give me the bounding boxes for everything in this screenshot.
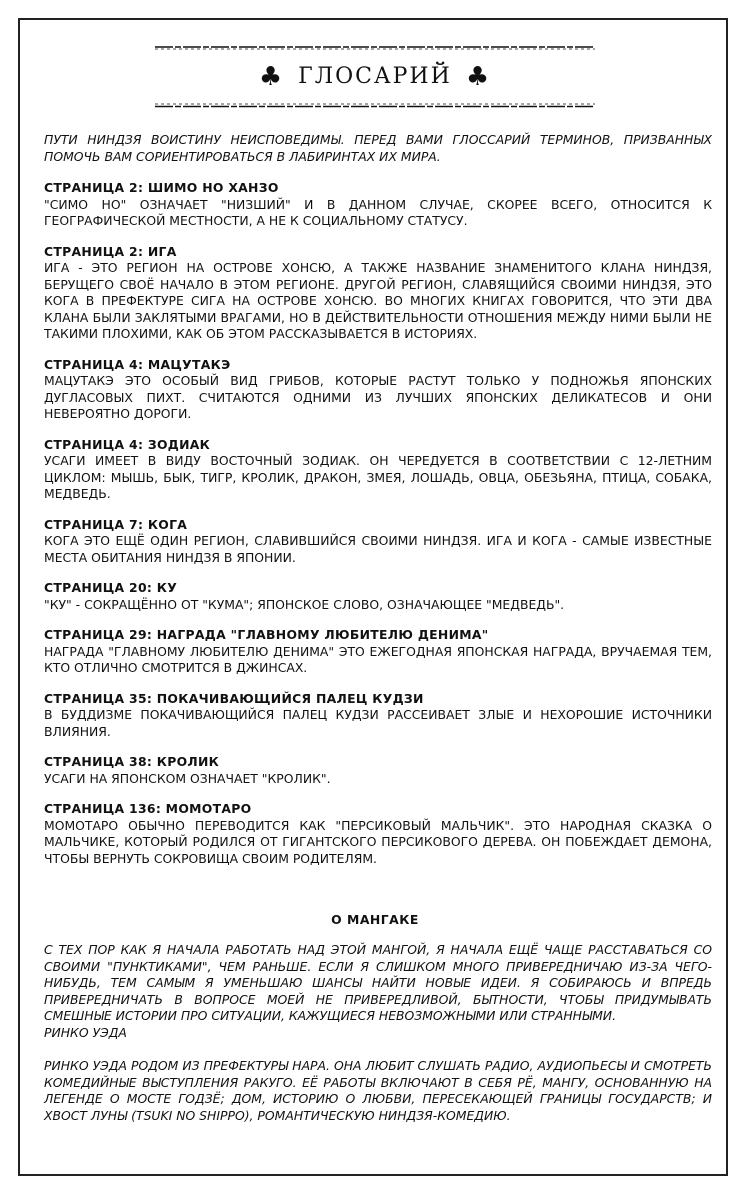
entry-text: "КУ" - СОКРАЩЁННО ОТ "КУМА"; ЯПОНСКОЕ СЛОВО, ОЗНАЧАЮЩЕЕ "МЕДВЕДЬ". (44, 596, 565, 612)
club-icon: ♣ (465, 62, 492, 92)
glossary-intro: ПУТИ НИНДЗЯ ВОИСТИНУ НЕИСПОВЕДИМЫ. ПЕРЕД ВАМИ ГЛОССАРИЙ ТЕРМИНОВ, ПРИЗВАННЫХ ПОМОЧЬ ВАМ СОРИЕНТИРОВАТЬСЯ В ЛАБИРИНТАХ ИХ МИРА. (44, 132, 712, 164)
entry-text: "СИМО НО" ОЗНАЧАЕТ "НИЗШИЙ" И В ДАННОМ СЛУЧАЕ, СКОРЕЕ ВСЕГО, ОТНОСИТСЯ К ГЕОГРАФИЧЕСКОЙ МЕСТНОСТИ, А НЕ К СОЦИАЛЬНОМУ СТАТУСУ. (44, 196, 712, 228)
top-ornament-rule (155, 44, 595, 50)
entry-text: МАЦУТАКЭ ЭТО ОСОБЫЙ ВИД ГРИБОВ, КОТОРЫЕ РАСТУТ ТОЛЬКО У ПОДНОЖЬЯ ЯПОНСКИХ ДУГЛАСОВЫХ ПИХТ. СЧИТАЮТСЯ ОДНИМИ ИЗ ЛУЧШИХ ЯПОНСКИХ ДЕЛИКАТЕСОВ И ОНИ НЕВЕРОЯТНО ДОРОГИ. (44, 373, 712, 421)
entry-text: УСАГИ ИМЕЕТ В ВИДУ ВОСТОЧНЫЙ ЗОДИАК. ОН ЧЕРЕДУЕТСЯ В СООТВЕТСТВИИ С 12-ЛЕТНИМ ЦИКЛОМ: МЫШЬ, БЫК, ТИГР, КРОЛИК, ДРАКОН, ЗМЕЯ, ЛОШАДЬ, ОВЦА, ОБЕЗЬЯНА, ПТИЦА, СОБАКА, МЕДВЕДЬ. (44, 453, 712, 501)
glossary-entry (44, 754, 712, 787)
entry-heading: СТРАНИЦА 7: КОГА (44, 516, 188, 532)
entry-heading: СТРАНИЦА 35: ПОКАЧИВАЮЩИЙСЯ ПАЛЕЦ КУДЗИ (44, 690, 424, 706)
glossary-entry (44, 517, 712, 567)
entry-text: В БУДДИЗМЕ ПОКАЧИВАЮЩИЙСЯ ПАЛЕЦ КУДЗИ РАССЕИВАЕТ ЗЛЫЕ И НЕХОРОШИЕ ИСТОЧНИКИ ВЛИЯНИЯ. (44, 707, 712, 739)
glossary-entry (44, 244, 712, 343)
entry-heading: СТРАНИЦА 4: ЗОДИАК (44, 436, 211, 452)
entry-heading: СТРАНИЦА 2: ШИМО НО ХАНЗО (44, 180, 279, 195)
entry-heading: СТРАНИЦА 2: ИГА (44, 243, 177, 259)
glossary-entry (44, 801, 712, 867)
glossary-entry (44, 437, 712, 503)
glossary-title: ГЛОСАРИЙ (298, 64, 452, 89)
glossary-entry (44, 580, 712, 613)
entry-text: УСАГИ НА ЯПОНСКОМ ОЗНАЧАЕТ "КРОЛИК". (44, 770, 331, 786)
about-bio: РИНКО УЭДА РОДОМ ИЗ ПРЕФЕКТУРЫ НАРА. ОНА ЛЮБИТ СЛУШАТЬ РАДИО, АУДИОПЬЕСЫ И СМОТРЕТЬ КОМЕДИЙНЫЕ ВЫСТУПЛЕНИЯ РАКУГО. ЕЁ РАБОТЫ ВКЛЮЧАЮТ В СЕБЯ РЁ, МАНГУ, ОСНОВАННУЮ НА ЛЕГЕНДЕ О МОСТЕ ГОДЗЁ; ДОМ, ИСТОРИЮ О ЛЮБВИ, ПЕРЕСЕКАЮЩЕЙ ГРАНИЦЫ ГОСУДАРСТВ; И ХВОСТ ЛУНЫ (TSUKI NO SHIPPO), РОМАНТИЧЕСКУЮ НИНДЗЯ-КОМЕДИЮ. (44, 1058, 712, 1123)
glossary-entry (44, 691, 712, 741)
glossary-entry (44, 627, 712, 677)
about-title: О МАНГАКЕ (331, 912, 419, 927)
entry-text: НАГРАДА "ГЛАВНОМУ ЛЮБИТЕЛЮ ДЕНИМА" ЭТО ЕЖЕГОДНАЯ ЯПОНСКАЯ НАГРАДА, ВРУЧАЕМАЯ ТЕМ, КТО ОТЛИЧНО СМОТРИТСЯ В ДЖИНСАХ. (44, 643, 712, 675)
entry-heading: СТРАНИЦА 38: КРОЛИК (44, 754, 220, 769)
glossary-header (0, 62, 750, 92)
entry-heading: СТРАНИЦА 4: МАЦУТАКЭ (44, 356, 231, 372)
entry-text: МОМОТАРО ОБЫЧНО ПЕРЕВОДИТСЯ КАК "ПЕРСИКОВЫЙ МАЛЬЧИК". ЭТО НАРОДНАЯ СКАЗКА О МАЛЬЧИКЕ, КОТОРЫЙ РОДИЛСЯ ОТ ГИГАНТСКОГО ПЕРСИКОВОГО ДЕРЕВА. ОН ПОБЕЖДАЕТ ДЕМОНА, ЧТОБЫ ВЕРНУТЬ СОКРОВИЩА СВОИМ РОДИТЕЛЯМ. (44, 817, 712, 866)
entry-text: ИГА - ЭТО РЕГИОН НА ОСТРОВЕ ХОНСЮ, А ТАКЖЕ НАЗВАНИЕ ЗНАМЕНИТОГО КЛАНА НИНДЗЯ, БЕРУЩЕГО СВОЁ НАЧАЛО В ЭТОМ РЕГИОНЕ. ДРУГОЙ РЕГИОН, СЛАВЯЩИЙСЯ СВОИМИ НИНДЗЯ, ЭТО КОГА В ПРЕФЕКТУРЕ СИГА НА ОСТРОВЕ ХОНСЮ. ВО МНОГИХ КНИГАХ ГОВОРИТСЯ, ЧТО ЭТИ ДВА КЛАНА БЫЛИ ЗАКЛЯТЫМИ ВРАГАМИ, НО В ДЕЙСТВИТЕЛЬНОСТИ ОТНОШЕНИЯ МЕЖДУ НИМИ БЫЛИ НЕ ТАКИМИ ПЛОХИМИ, КАК ОБ ЭТОМ РАССКАЗЫВАЕТСЯ В ИСТОРИЯХ. (44, 260, 712, 341)
author-signature: РИНКО УЭДА (44, 1024, 127, 1040)
entry-text: КОГА ЭТО ЕЩЁ ОДИН РЕГИОН, СЛАВИВШИЙСЯ СВОИМИ НИНДЗЯ. ИГА И КОГА - САМЫЕ ИЗВЕСТНЫЕ МЕСТА ОБИТАНИЯ НИНДЗЯ В ЯПОНИИ. (44, 533, 712, 565)
entry-heading: СТРАНИЦА 20: КУ (44, 580, 178, 595)
entry-heading: СТРАНИЦА 136: МОМОТАРО (44, 801, 252, 816)
glossary-entry (44, 180, 712, 230)
glossary-entry (44, 357, 712, 423)
about-section (44, 942, 712, 1124)
club-icon: ♣ (258, 62, 285, 92)
bottom-ornament-rule (155, 103, 595, 109)
entry-heading: СТРАНИЦА 29: НАГРАДА "ГЛАВНОМУ ЛЮБИТЕЛЮ ДЕНИМА" (44, 627, 489, 642)
glossary-content (44, 132, 712, 881)
about-paragraph: С ТЕХ ПОР КАК Я НАЧАЛА РАБОТАТЬ НАД ЭТОЙ МАНГОЙ, Я НАЧАЛА ЕЩЁ ЧАЩЕ РАССТАВАТЬСЯ СО СВОИМИ "ПУНКТИКАМИ", ЧЕМ РАНЬШЕ. ЕСЛИ Я СЛИШКОМ МНОГО ПРИВЕРЕДНИЧАЮ ИЗ-ЗА ЧЕГО-НИБУДЬ, ТЕМ САМЫМ Я УМЕНЬШАЮ ШАНСЫ НАЙТИ НОВЫЕ ИДЕИ. Я СОБИРАЮСЬ И ВПРЕДЬ ПРИВЕРЕДНИЧАТЬ В ВОПРОСЕ МОЕЙ НЕ ПРИВЕРЕДЛИВОЙ, БЫТНОСТИ, ЧТОБЫ ПРИДУМЫВАТЬ СМЕШНЫЕ ИСТОРИИ ПРО СИТУАЦИИ, КАЖУЩИЕСЯ НЕВОЗМОЖНЫМИ ИЛИ СТРАННЫМИ. (44, 942, 712, 1023)
